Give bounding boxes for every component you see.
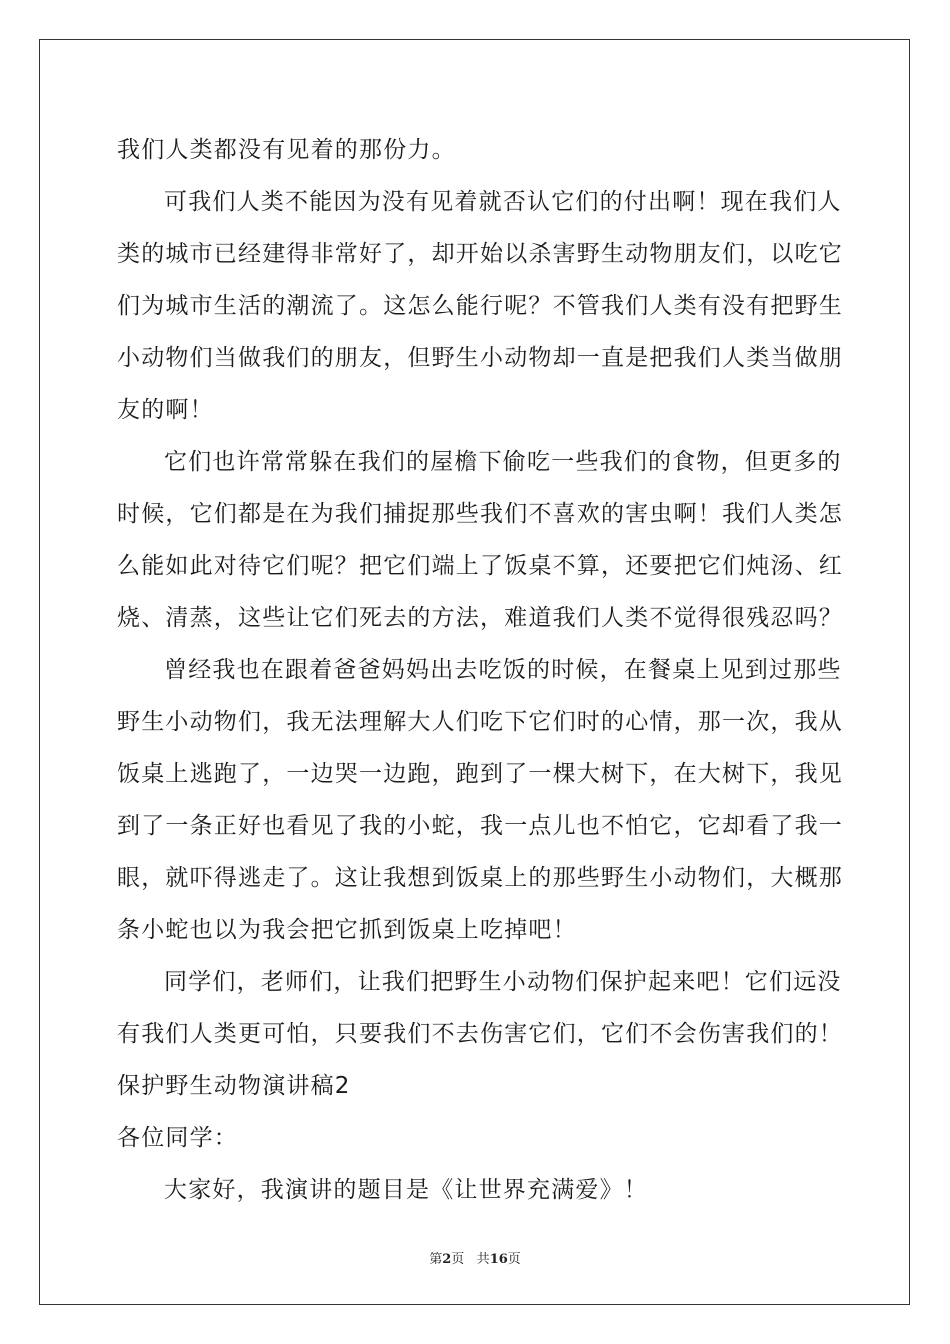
footer-page-suffix: 页: [451, 1252, 465, 1267]
text-line: 它们也许常常躲在我们的屋檐下偷吃一些我们的食物，但更多的: [164, 449, 842, 475]
text-line: 小动物们当做我们的朋友，但野生小动物却一直是把我们人类当做朋: [117, 345, 843, 371]
text-line: 有我们人类更可怕，只要我们不去伤害它们，它们不会伤害我们的！: [117, 1021, 843, 1047]
text-line: 友的啊！: [117, 397, 214, 423]
text-line: 野生小动物们，我无法理解大人们吃下它们时的心情，那一次，我从: [117, 709, 843, 735]
text-line: 时候，它们都是在为我们捕捉那些我们不喜欢的害虫啊！我们人类怎: [117, 501, 843, 527]
text-line: 大家好，我演讲的题目是《让世界充满爱》！: [164, 1177, 648, 1203]
text-line: 曾经我也在跟着爸爸妈妈出去吃饭的时候，在餐桌上见到过那些: [164, 657, 842, 683]
page-footer: [0, 1248, 950, 1267]
text-line: 烧、清蒸，这些让它们死去的方法，难道我们人类不觉得很残忍吗？: [117, 605, 843, 631]
total-pages-number: 16: [489, 1252, 508, 1267]
text-line: 同学们，老师们，让我们把野生小动物们保护起来吧！它们远没: [164, 969, 842, 995]
footer-prefix: 第: [429, 1252, 443, 1267]
footer-total-prefix: 共: [476, 1252, 490, 1267]
text-line: 条小蛇也以为我会把它抓到饭桌上吃掉吧！: [117, 917, 577, 943]
text-line: 么能如此对待它们呢？把它们端上了饭桌不算，还要把它们炖汤、红: [117, 553, 843, 579]
document-body: [117, 124, 843, 1216]
text-line: 类的城市已经建得非常好了，却开始以杀害野生动物朋友们，以吃它: [117, 241, 843, 267]
text-line: 饭桌上逃跑了，一边哭一边跑，跑到了一棵大树下，在大树下，我见: [117, 761, 843, 787]
footer-total-suffix: 页: [507, 1252, 521, 1267]
text-line: 可我们人类不能因为没有见着就否认它们的付出啊！现在我们人: [164, 189, 842, 215]
current-page-number: 2: [442, 1252, 452, 1267]
text-line: 们为城市生活的潮流了。这怎么能行呢？不管我们人类有没有把野生: [117, 293, 843, 319]
salutation: 各位同学：: [117, 1125, 238, 1151]
text-line: 我们人类都没有见着的那份力。: [117, 137, 456, 163]
section-heading: 保护野生动物演讲稿2: [117, 1073, 351, 1099]
text-line: 到了一条正好也看见了我的小蛇，我一点儿也不怕它，它却看了我一: [117, 813, 843, 839]
text-line: 眼，就吓得逃走了。这让我想到饭桌上的那些野生小动物们，大概那: [117, 865, 843, 891]
